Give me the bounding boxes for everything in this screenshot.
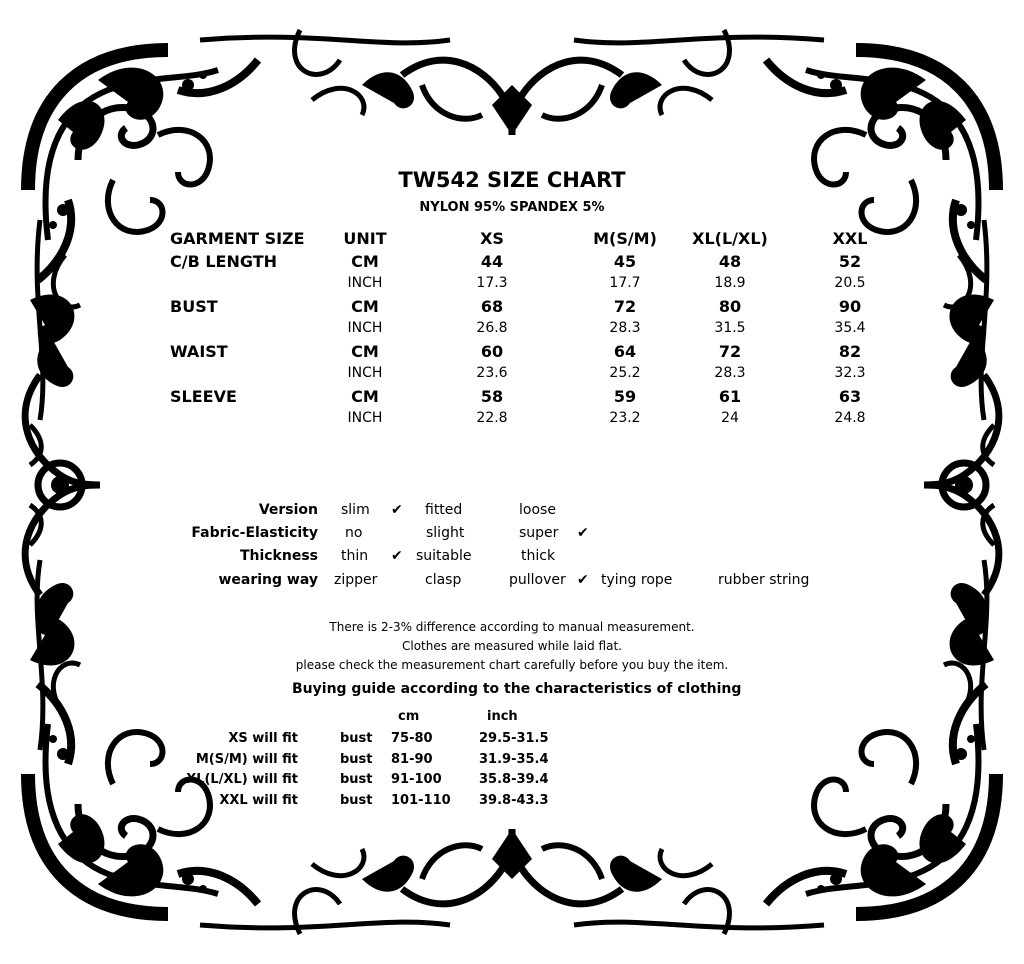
value-cell: 26.8 bbox=[476, 320, 508, 336]
attr-label-wearing-way: wearing way bbox=[218, 572, 318, 588]
option-pullover: pullover bbox=[509, 572, 566, 588]
value-cell: 80 bbox=[718, 297, 742, 316]
header-garment-size: GARMENT SIZE bbox=[170, 229, 305, 248]
option-loose: loose bbox=[519, 502, 556, 518]
value-cell: 23.6 bbox=[476, 365, 508, 381]
option-tying-rope: tying rope bbox=[601, 572, 673, 588]
value-cell: 64 bbox=[613, 342, 637, 361]
guide-col-inch: inch bbox=[487, 709, 518, 724]
guide-col-cm: cm bbox=[398, 709, 420, 724]
row-label-sleeve: SLEEVE bbox=[170, 387, 237, 406]
header-m: M(S/M) bbox=[593, 229, 657, 248]
value-cell: 52 bbox=[838, 252, 862, 271]
buying-guide-heading: Buying guide according to the characteristics of clothing bbox=[292, 681, 742, 697]
check-icon: ✔ bbox=[577, 572, 589, 588]
value-cell: 28.3 bbox=[609, 320, 641, 336]
guide-inch: 39.8-43.3 bbox=[479, 793, 549, 808]
guide-cm: 75-80 bbox=[391, 731, 433, 746]
option-clasp: clasp bbox=[425, 572, 462, 588]
header-xs: XS bbox=[480, 229, 504, 248]
value-cell: 32.3 bbox=[834, 365, 866, 381]
attr-label-elasticity: Fabric-Elasticity bbox=[191, 525, 318, 541]
option-thin: thin bbox=[341, 548, 369, 564]
option-suitable: suitable bbox=[416, 548, 472, 564]
value-cell: 61 bbox=[718, 387, 742, 406]
unit-inch: INCH bbox=[347, 320, 383, 336]
header-unit: UNIT bbox=[343, 229, 387, 248]
guide-inch: 35.8-39.4 bbox=[479, 772, 549, 787]
value-cell: 72 bbox=[613, 297, 637, 316]
option-fitted: fitted bbox=[425, 502, 463, 518]
guide-fit-xxl: XXL will fit bbox=[219, 793, 298, 808]
check-icon: ✔ bbox=[391, 502, 403, 518]
option-slight: slight bbox=[426, 525, 465, 541]
guide-part: bust bbox=[340, 772, 373, 787]
check-icon: ✔ bbox=[391, 548, 403, 564]
row-label-waist: WAIST bbox=[170, 342, 228, 361]
option-super: super bbox=[519, 525, 559, 541]
value-cell: 22.8 bbox=[476, 410, 508, 426]
value-cell: 68 bbox=[480, 297, 504, 316]
header-xxl: XXL bbox=[832, 229, 868, 248]
value-cell: 44 bbox=[480, 252, 504, 271]
guide-fit-xl: XL(L/XL) will fit bbox=[186, 772, 298, 787]
guide-part: bust bbox=[340, 793, 373, 808]
value-cell: 18.9 bbox=[714, 275, 746, 291]
guide-cm: 81-90 bbox=[391, 752, 433, 767]
check-icon: ✔ bbox=[577, 525, 589, 541]
guide-cm: 91-100 bbox=[391, 772, 442, 787]
guide-fit-m: M(S/M) will fit bbox=[195, 752, 298, 767]
unit-cm: CM bbox=[351, 342, 379, 361]
unit-cm: CM bbox=[351, 297, 379, 316]
value-cell: 17.7 bbox=[609, 275, 641, 291]
value-cell: 59 bbox=[613, 387, 637, 406]
value-cell: 23.2 bbox=[609, 410, 641, 426]
header-xl: XL(L/XL) bbox=[692, 229, 768, 248]
value-cell: 58 bbox=[480, 387, 504, 406]
value-cell: 60 bbox=[480, 342, 504, 361]
value-cell: 72 bbox=[718, 342, 742, 361]
guide-cm: 101-110 bbox=[391, 793, 451, 808]
note-check-chart: please check the measurement chart carefully before you buy the item. bbox=[295, 658, 729, 672]
option-zipper: zipper bbox=[334, 572, 378, 588]
value-cell: 24 bbox=[721, 410, 739, 426]
value-cell: 31.5 bbox=[714, 320, 746, 336]
guide-part: bust bbox=[340, 731, 373, 746]
note-measurement-difference: There is 2-3% difference according to manual measurement. bbox=[329, 620, 695, 634]
fabric-subtitle: NYLON 95% SPANDEX 5% bbox=[419, 200, 605, 215]
unit-inch: INCH bbox=[347, 410, 383, 426]
value-cell: 35.4 bbox=[834, 320, 866, 336]
option-slim: slim bbox=[341, 502, 370, 518]
value-cell: 63 bbox=[838, 387, 862, 406]
attr-label-version: Version bbox=[258, 502, 318, 518]
value-cell: 20.5 bbox=[834, 275, 866, 291]
value-cell: 48 bbox=[718, 252, 742, 271]
option-thick: thick bbox=[521, 548, 556, 564]
guide-inch: 29.5-31.5 bbox=[479, 731, 549, 746]
value-cell: 82 bbox=[838, 342, 862, 361]
row-label-bust: BUST bbox=[170, 297, 218, 316]
unit-cm: CM bbox=[351, 387, 379, 406]
unit-cm: CM bbox=[351, 252, 379, 271]
value-cell: 24.8 bbox=[834, 410, 866, 426]
guide-inch: 31.9-35.4 bbox=[479, 752, 549, 767]
value-cell: 17.3 bbox=[476, 275, 508, 291]
value-cell: 28.3 bbox=[714, 365, 746, 381]
option-rubber-string: rubber string bbox=[718, 572, 810, 588]
value-cell: 90 bbox=[838, 297, 862, 316]
value-cell: 45 bbox=[613, 252, 637, 271]
guide-part: bust bbox=[340, 752, 373, 767]
page-title: TW542 SIZE CHART bbox=[398, 168, 626, 192]
value-cell: 25.2 bbox=[609, 365, 641, 381]
option-no: no bbox=[345, 525, 363, 541]
attr-label-thickness: Thickness bbox=[239, 548, 318, 564]
unit-inch: INCH bbox=[347, 365, 383, 381]
row-label-cb-length: C/B LENGTH bbox=[170, 252, 278, 271]
unit-inch: INCH bbox=[347, 275, 383, 291]
guide-fit-xs: XS will fit bbox=[228, 731, 298, 746]
note-laid-flat: Clothes are measured while laid flat. bbox=[402, 639, 622, 653]
